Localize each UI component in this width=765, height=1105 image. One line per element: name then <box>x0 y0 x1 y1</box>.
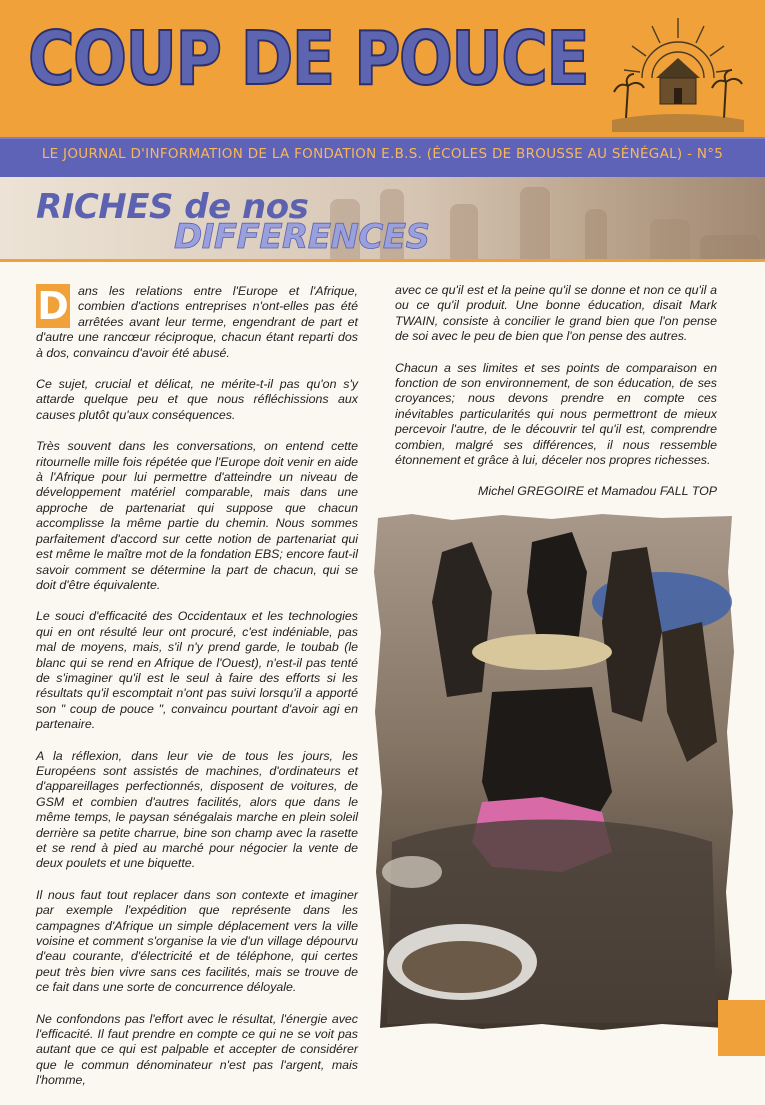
paragraph-8: avec ce qu'il est et la peine qu'il se donne et non ce qu'il a ou ce qu'il produit. Une bonne éducation, disait Mark TWAIN, consiste à concilier le grand bien que l'on pense de soi avec le peu de bien que l'on pense des autres. <box>395 283 717 344</box>
paragraph-2: Ce sujet, crucial et délicat, ne mérite-t-il pas qu'on s'y attarde quelque peu et que nous réfléchissions aux causes plutôt qu'aux conséquences. <box>36 377 358 422</box>
headline-part1: RICHES de nos <box>36 187 309 227</box>
headline-part2: DIFFERENCES <box>174 217 430 257</box>
masthead-title: COUP DE POUCE <box>28 16 588 102</box>
article-headline <box>36 187 430 257</box>
paragraph-1 <box>36 284 358 361</box>
dropcap: D <box>37 284 69 328</box>
paragraph-3: Très souvent dans les conversations, on entend cette ritournelle mille fois répétée que l'Europe doit venir en aide à l'Afrique pour lui permettre d'atteindre un niveau de développement matériel comparable, mais dans une approche de partenariat qui suppose que chacun accomplisse la même partie du chemin. Nous sommes parfaitement d'accord sur cette notion de partenariat qui est même le maître mot de la fondation EBS; encore faut-il savoir comment se détermine la part de chacun, qui se doit d'être équivalente. <box>36 439 358 592</box>
paragraph-4: Le souci d'efficacité des Occidentaux et les technologies qui en ont résulté leur ont procuré, c'est indéniable, pas mal de moyens, mais, s'il n'y prend garde, le toubab (le blanc qui se rend en Afrique de l'Ouest), n'est-il pas tenté de s'imaginer qu'il est le seul à faire des efforts si les résultats qu'il escomptait n'ont pas suivi lorsqu'il a apporté son " coup de pouce ", convaincu pourtant d'avoir agi en partenaire. <box>36 609 358 732</box>
paragraph-9: Chacun a ses limites et ses points de comparaison en fonction de son environnement, de son éducation, de ses croyances; nous devons prendre en compte ces inévitables particularités qui nous permettront de mieux percevoir l'autre, de le découvrir tel qu'il est, comprendre combien, malgré ses différences, il nous ressemble étonnement et grâce à lui, déceler nos propres richesses. <box>395 360 717 468</box>
corner-accent <box>718 1000 765 1056</box>
signature: Michel GREGOIRE et Mamadou FALL TOP <box>478 484 717 499</box>
paragraph-5: A la réflexion, dans leur vie de tous les jours, les Européens sont assistés de machines, d'ordinateurs et d'appareillages perfectionnés, disposent de voitures, de GSM et combien d'autres facilités, alors que dans le même temps, le paysan sénégalais marche en plein soleil derrière sa petite charrue, bine son champ avec la rasette et se rend à pied au marché pour négocier la vente de deux poulets et une biquette. <box>36 748 358 871</box>
journal-subtitle: LE JOURNAL D'INFORMATION DE LA FONDATION E.B.S. (ÉCOLES DE BROUSSE AU SÉNÉGAL) - N°5 <box>41 146 724 162</box>
divider <box>0 259 765 262</box>
market-photo <box>372 512 737 1032</box>
paragraph-1-text: ans les relations entre l'Europe et l'Afrique, combien d'actions entreprises n'ont-elles pas été arrêtées avant leur terme, engendrant de part et d'autre une rancœur réciproque, chacun étant reparti dos à dos, convaincu d'avoir été abusé. <box>36 284 358 360</box>
masthead <box>0 0 765 137</box>
article-column-right <box>395 283 717 516</box>
ebs-logo-icon <box>612 8 744 132</box>
article-column-left <box>36 284 358 1105</box>
paragraph-7: Ne confondons pas l'effort avec le résultat, l'énergie avec l'efficacité. Il faut prendre en compte ce qui ne se voit pas autant que ce qui est palpable et accepter de considérer que le commun dénominateur n'est pas l'argent, mais l'homme, <box>36 1011 358 1088</box>
paragraph-6: Il nous faut tout replacer dans son contexte et imaginer par exemple l'expédition que représente dans les campagnes d'Afrique un simple déplacement vers la ville voisine et comment s'organise la vie d'un village dépourvu d'eau courante, d'électricité et de téléphone, qui certes peut très bien vivre sans ces facilités, mais se trouve de ce fait dans une sorte de concurrence déloyale. <box>36 887 358 995</box>
